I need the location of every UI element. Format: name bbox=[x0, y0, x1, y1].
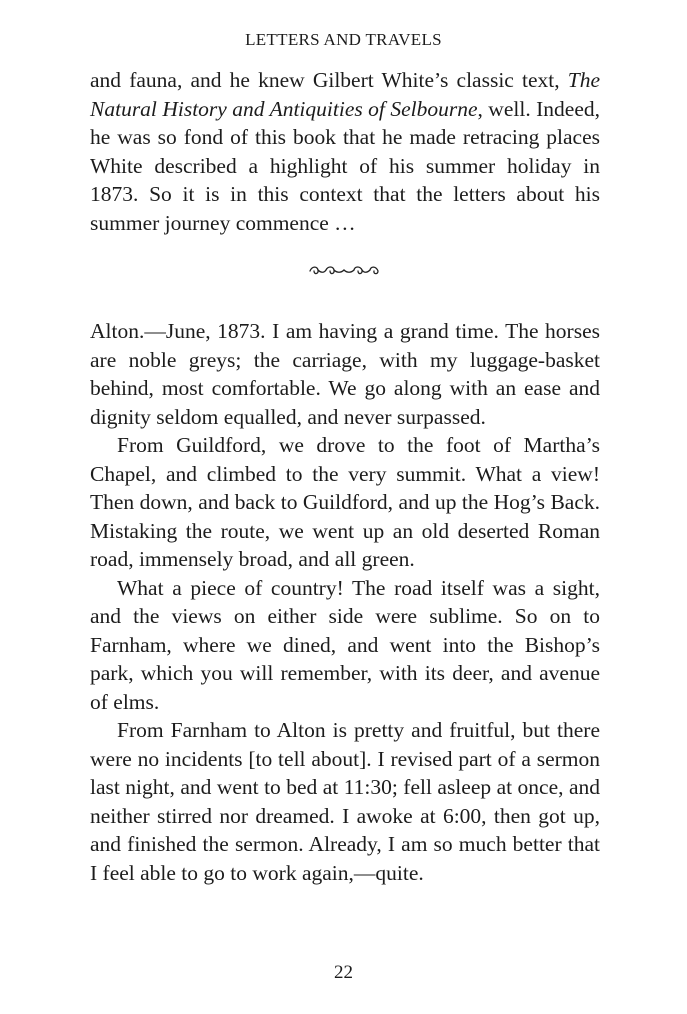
page-number: 22 bbox=[334, 962, 353, 983]
letter-block bbox=[90, 317, 600, 887]
fleuron-divider-icon bbox=[0, 262, 687, 278]
intro-text-before: and fauna, and he knew Gilbert White’s classic text, bbox=[90, 68, 568, 92]
letter-paragraph-3: What a piece of country! The road itself was a sight, and the views on either side were sublime. So on to Farnham, where we dined, and went into the Bishop’s park, which you will remember, with its deer, and avenue of elms. bbox=[90, 575, 600, 714]
intro-block bbox=[90, 66, 600, 237]
book-title: The Natural History and Antiquities of Selbourne bbox=[90, 68, 600, 121]
intro-paragraph bbox=[90, 66, 600, 237]
letter-paragraph-2: From Guildford, we drove to the foot of Martha’s Chapel, and climbed to the very summit. What a view! Then down, and back to Guildford, and up the Hog’s Back. Mistaking the route, we went up an old deserted Roman road, immensely broad, and all green. bbox=[90, 433, 600, 571]
fleuron-ornament-icon bbox=[306, 264, 382, 278]
letter-paragraph-1: Alton.—June, 1873. I am having a grand time. The horses are noble greys; the carriage, with my luggage-basket behind, most comfortable. We go along with an ease and dignity seldom equalled, and never surpassed. bbox=[90, 319, 600, 429]
running-head: LETTERS AND TRAVELS bbox=[245, 30, 442, 49]
intro-text-after: , well. Indeed, he was so fond of this book that he made retracing places White described a highlight of his summer holiday in 1873. So it is in this context that the letters about his summer journey commence … bbox=[90, 96, 601, 235]
letter-paragraph-4: From Farnham to Alton is pretty and fruitful, but there were no incidents [to tell about]. I revised part of a sermon last night, and went to bed at 11:30; fell asleep at once, and neither stirred nor dreamed. I awoke at 6:00, then got up, and finished the sermon. Already, I am so much better that I feel able to go to work again,—quite. bbox=[90, 718, 600, 885]
